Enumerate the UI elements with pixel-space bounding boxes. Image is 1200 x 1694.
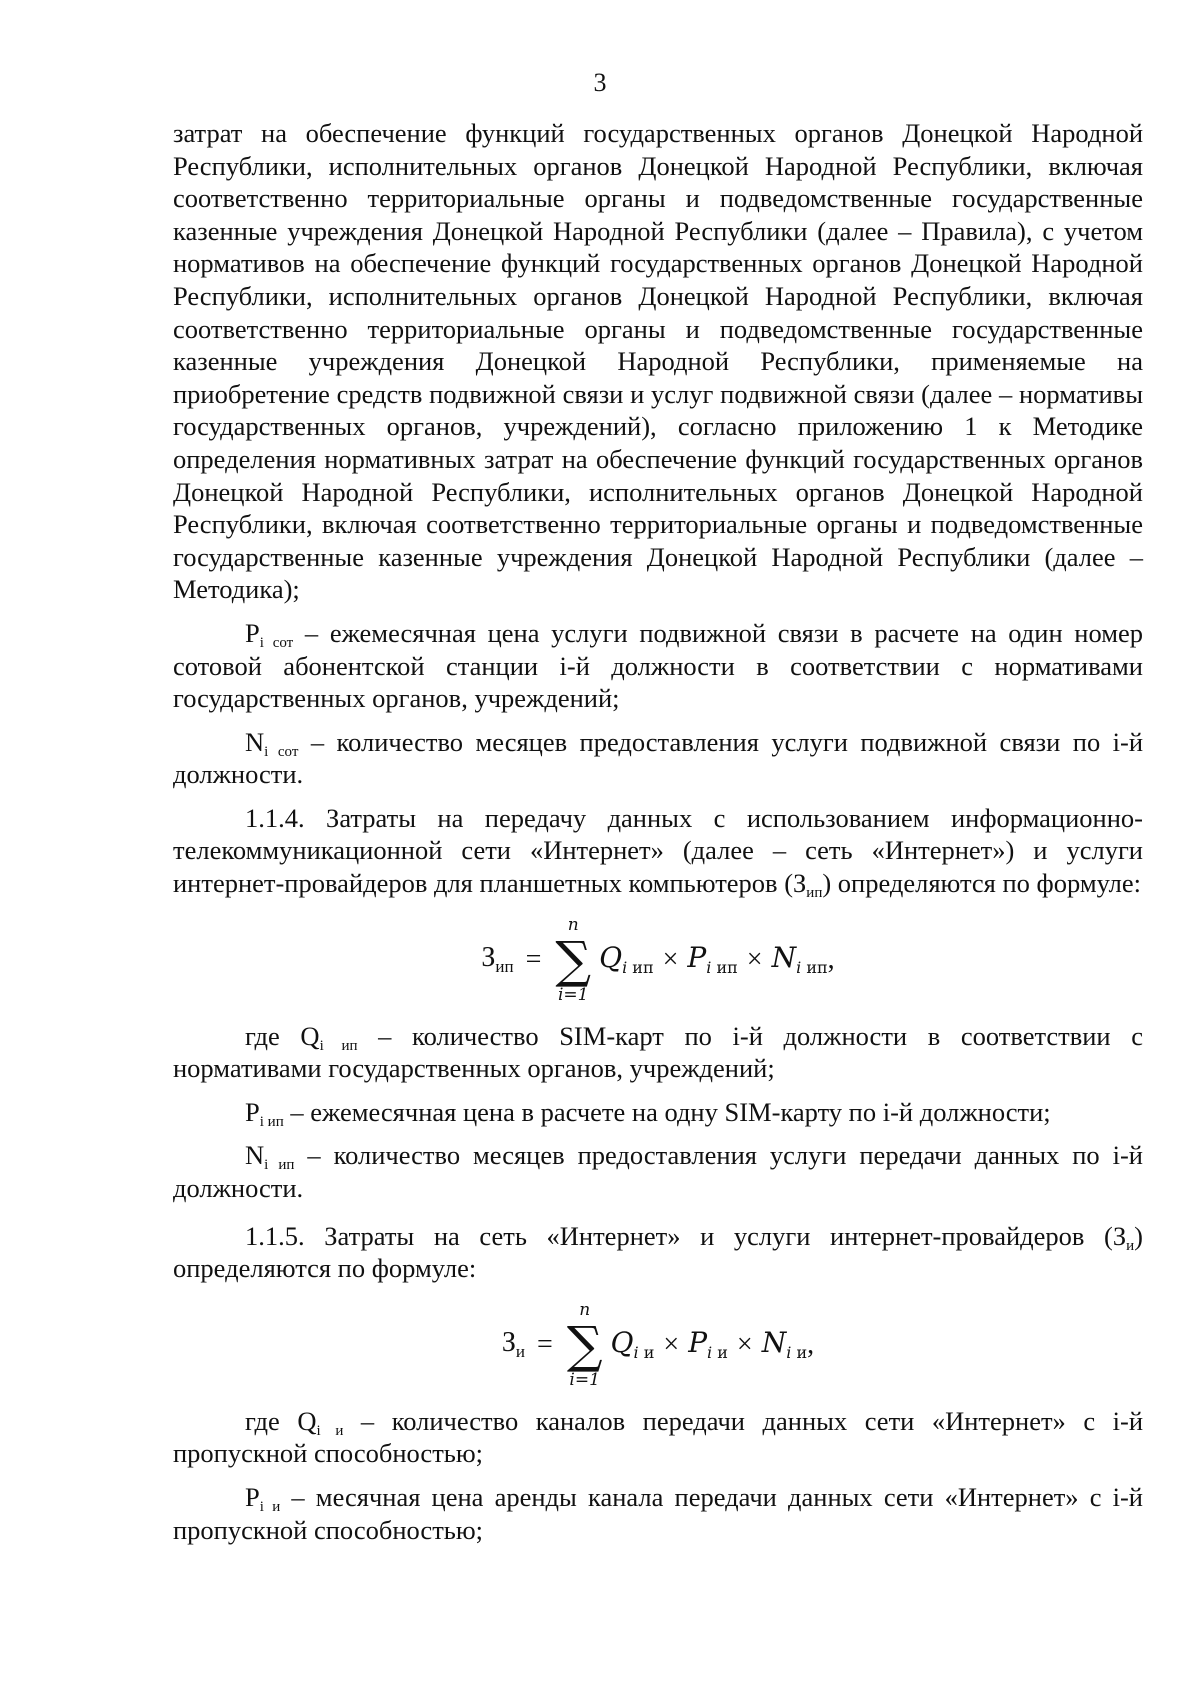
- sum-upper-limit: n: [567, 914, 579, 935]
- paragraph-6: $P_{i ип}$ – ежемесячная цена в расчете на одну SIM-карту по i-й должности;: [245, 1096, 1051, 1130]
- sum-upper-limit: n: [579, 1299, 591, 1320]
- subscript: i сот: [259, 634, 294, 651]
- paragraph-9: где $Q_{i и}$ – количество каналов передачи данных сети «Интернет» с i-й пропускной способностью;: [173, 1405, 1144, 1469]
- formula-comma: ,: [827, 943, 835, 975]
- sum-lower-limit: i=1: [569, 1369, 600, 1390]
- times-sign: ×: [736, 1328, 753, 1360]
- subscript: и: [1126, 1237, 1135, 1254]
- equals-sign: =: [537, 1328, 553, 1360]
- paragraph-10: $P_{i и}$ – месячная цена аренды канала передачи данных сети «Интернет» с i-й пропускной способностью;: [173, 1482, 1143, 1545]
- paragraph-8: 1.1.5. Затраты на сеть «Интернет» и услуги интернет-провайдеров $(З_и)$ определяются по формуле:: [173, 1220, 1143, 1284]
- paragraph-7: $N_{i ип}$ – количество месяцев предоставления услуги передачи данных по i-й должности.: [173, 1140, 1143, 1204]
- sigma-symbol: ∑: [555, 930, 592, 989]
- subscript: i и: [259, 1499, 281, 1515]
- subscript: i ип: [264, 1157, 295, 1174]
- formula-internet: [173, 1297, 1143, 1393]
- var-q: $Q_{i и}$: [610, 1325, 655, 1362]
- var-n: $N_{i ип}$: [771, 940, 828, 977]
- equals-sign: =: [525, 943, 542, 975]
- subscript: i и: [316, 1422, 344, 1439]
- formula-internet-tablets: [173, 912, 1143, 1008]
- paragraph-3: $N_{i сот}$ – количество месяцев предоставления услуги подвижной связи по i-й должности.: [173, 726, 1144, 790]
- document-body: [173, 117, 1143, 1546]
- paragraph-5: где $Q_{i ип}$ – количество SIM-карт по i-й должности в соответствии с нормативами государственных органов, учреждений;: [173, 1020, 1143, 1084]
- var-p: $P_{i и}$: [688, 1325, 728, 1362]
- sum-lower-limit: i=1: [557, 984, 589, 1005]
- sum-operator: [567, 1300, 603, 1390]
- page-number: 3: [593, 68, 607, 97]
- var-q: $Q_{i ип}$: [599, 940, 654, 977]
- formula-comma: ,: [807, 1328, 815, 1360]
- var-n: $N_{i и}$: [761, 1325, 808, 1362]
- formula-lhs: $З_{ип}$: [481, 942, 514, 977]
- sum-operator: [555, 915, 591, 1005]
- subscript: i ип: [319, 1037, 358, 1054]
- subscript: ип: [806, 885, 823, 902]
- times-sign: ×: [746, 943, 763, 975]
- sigma-symbol: ∑: [566, 1315, 603, 1374]
- times-sign: ×: [663, 1328, 680, 1360]
- times-sign: ×: [662, 943, 679, 975]
- paragraph-2: $P_{i сот}$ – ежемесячная цена услуги подвижной связи в расчете на один номер сотовой абонентской станции i-й должности в соответствии с нормативами государственных органов, учреждений;: [173, 617, 1144, 714]
- formula-lhs: $З_и$: [501, 1327, 526, 1362]
- subscript: i сот: [264, 743, 299, 760]
- var-p: $P_{i ип}$: [687, 940, 738, 977]
- subscript: i ип: [259, 1113, 284, 1130]
- paragraph-4: 1.1.4. Затраты на передачу данных с использованием информационно-телекоммуникационной сети «Интернет» (далее – сеть «Интернет») и услуги интернет-провайдеров для планшетных компьютеров $(З_{ип})$ определяются по формуле:: [173, 802, 1143, 902]
- paragraph-1: затрат на обеспечение функций государственных органов Донецкой Народной Республики, исполнительных органов Донецкой Народной Республики, включая соответственно территориальные органы и подведомственные государственные казенные учреждения Донецкой Народной Республики (далее – Правила), с учетом нормативов на обеспечение функций государственных органов Донецкой Народной Республики, исполнительных органов Донецкой Народной Республики, включая соответственно территориальные органы и подведомственные государственные казенные учреждения Донецкой Народной Республики, применяемые на приобретение средств подвижной связи и услуг подвижной связи (далее – нормативы государственных органов, учреждений), согласно приложению 1 к Методике определения нормативных затрат на обеспечение функций государственных органов Донецкой Народной Республики, исполнительных органов Донецкой Народной Республики, включая соответственно территориальные органы и подведомственные государственные казенные учреждения Донецкой Народной Республики (далее – Методика);: [173, 118, 1143, 605]
